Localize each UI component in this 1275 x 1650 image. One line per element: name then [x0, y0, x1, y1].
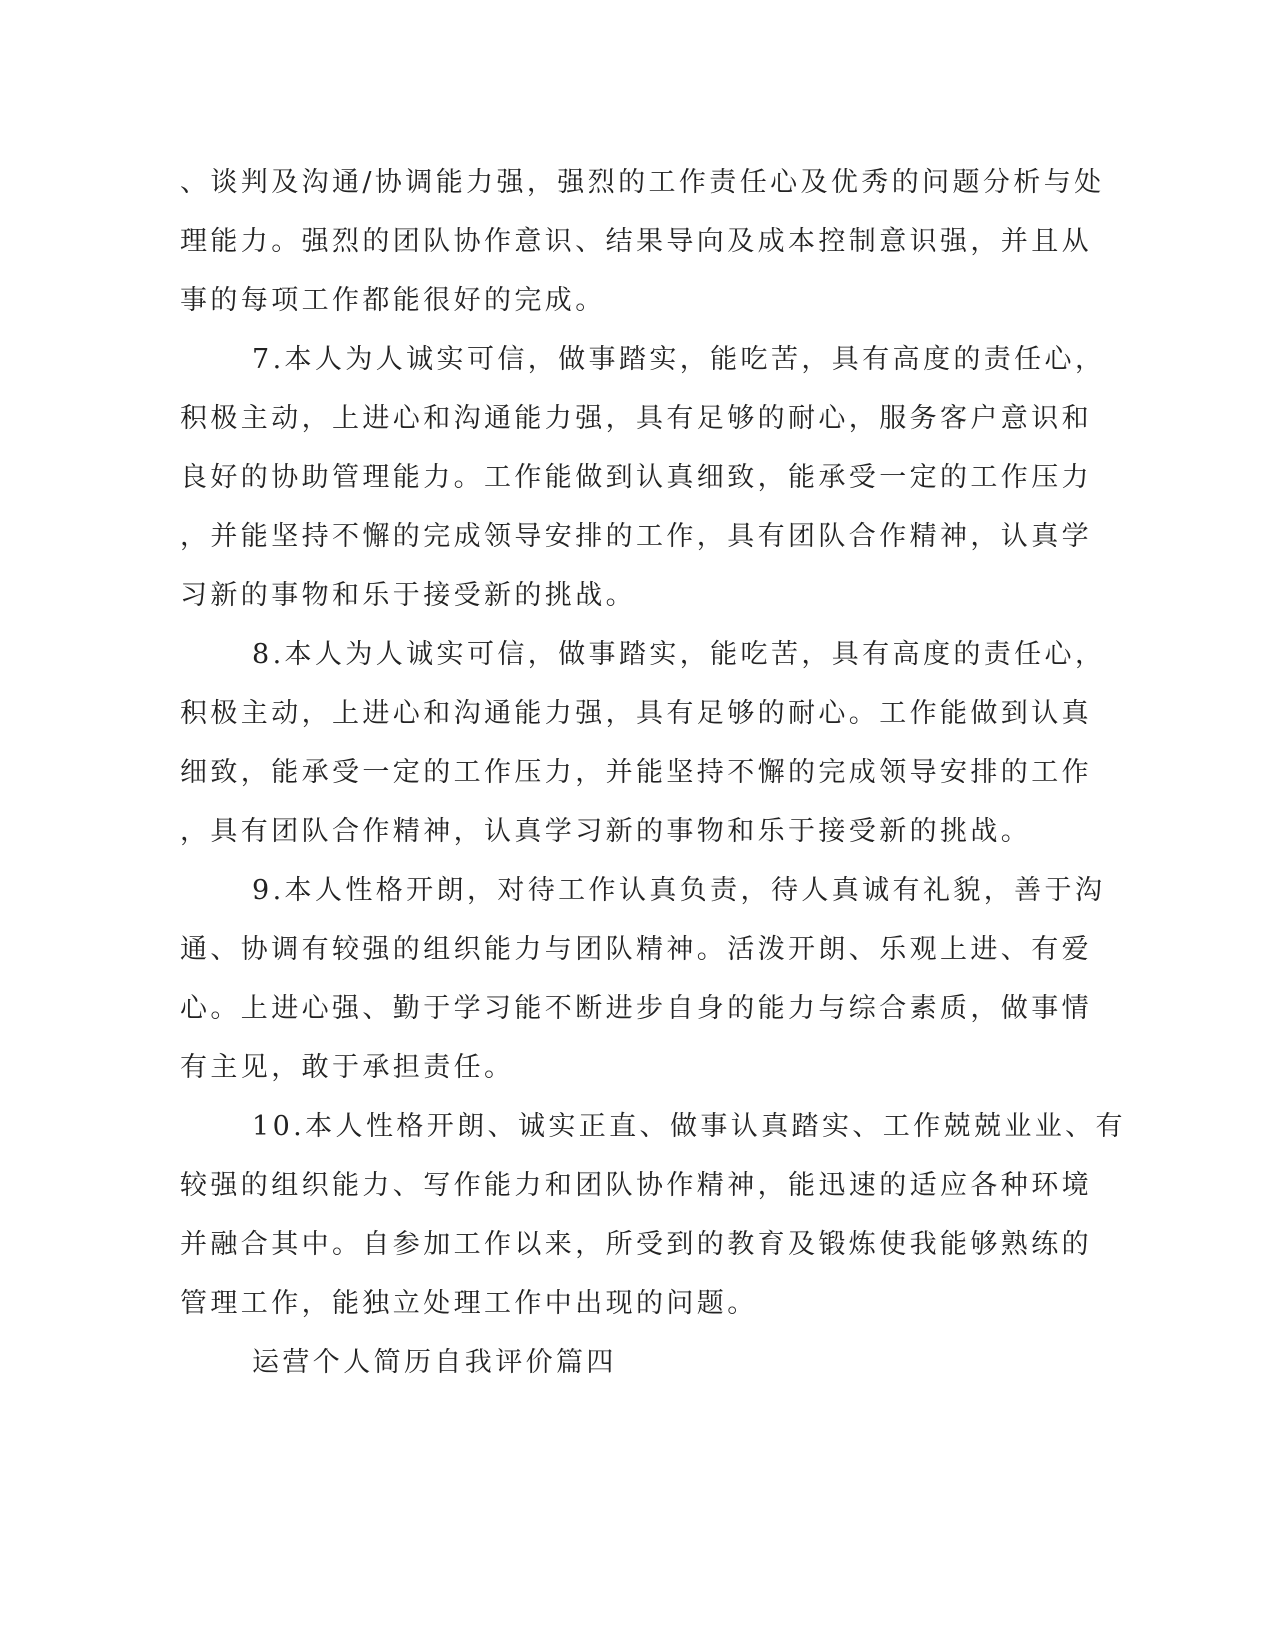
text-line: 管理工作，能独立处理工作中出现的问题。 [180, 1288, 758, 1319]
text-line: ，具有团队合作精神，认真学习新的事物和乐于接受新的挑战。 [180, 816, 1032, 847]
text-line: 积极主动，上进心和沟通能力强，具有足够的耐心。工作能做到认真 [180, 698, 1092, 729]
text-line: 较强的组织能力、写作能力和团队协作精神，能迅速的适应各种环境 [180, 1170, 1092, 1201]
text-line: 积极主动，上进心和沟通能力强，具有足够的耐心，服务客户意识和 [180, 403, 1092, 434]
text-line: 事的每项工作都能很好的完成。 [180, 285, 606, 316]
text-line: 良好的协助管理能力。工作能做到认真细致，能承受一定的工作压力 [180, 462, 1092, 493]
text-line: 7.本人为人诚实可信，做事踏实，能吃苦，具有高度的责任心， [252, 344, 1106, 375]
text-line: 、谈判及沟通/协调能力强，强烈的工作责任心及优秀的问题分析与处 [180, 167, 1105, 198]
text-line: 10.本人性格开朗、诚实正直、做事认真踏实、工作兢兢业业、有 [252, 1111, 1126, 1142]
text-line: 细致，能承受一定的工作压力，并能坚持不懈的完成领导安排的工作 [180, 757, 1092, 788]
section-heading: 运营个人简历自我评价篇四 [252, 1347, 617, 1378]
text-line: ，并能坚持不懈的完成领导安排的工作，具有团队合作精神，认真学 [180, 521, 1092, 552]
text-line: 习新的事物和乐于接受新的挑战。 [180, 580, 636, 611]
document-body [180, 153, 1126, 1392]
text-line: 理能力。强烈的团队协作意识、结果导向及成本控制意识强，并且从 [180, 226, 1092, 257]
text-line: 通、协调有较强的组织能力与团队精神。活泼开朗、乐观上进、有爱 [180, 934, 1092, 965]
text-line: 有主见，敢于承担责任。 [180, 1052, 515, 1083]
text-line: 8.本人为人诚实可信，做事踏实，能吃苦，具有高度的责任心， [252, 639, 1106, 670]
text-line: 心。上进心强、勤于学习能不断进步自身的能力与综合素质，做事情 [180, 993, 1092, 1024]
text-line: 9.本人性格开朗，对待工作认真负责，待人真诚有礼貌，善于沟 [252, 875, 1106, 906]
text-line: 并融合其中。自参加工作以来，所受到的教育及锻炼使我能够熟练的 [180, 1229, 1092, 1260]
